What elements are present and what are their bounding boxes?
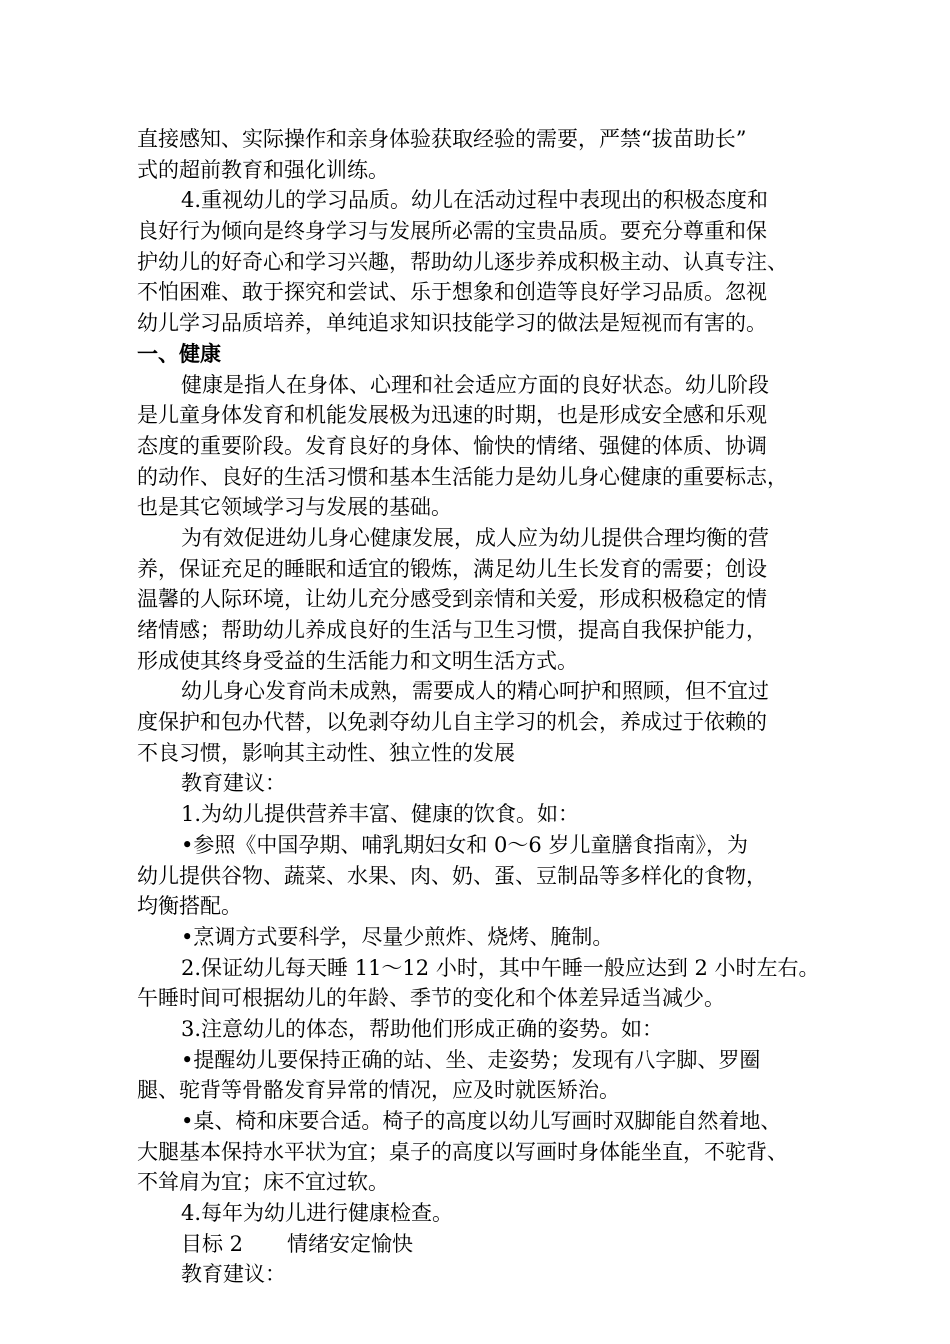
bullet-item: •参照《中国孕期、哺乳期妇女和 0～6 岁儿童膳食指南》，为 — [181, 832, 748, 857]
text-line: 4.重视幼儿的学习品质。幼儿在活动过程中表现出的积极态度和 — [181, 188, 769, 213]
subheading-education-advice: 教育建议： — [181, 1262, 286, 1287]
goal-line — [137, 1229, 827, 1260]
text-line: 大腿基本保持水平状为宜；桌子的高度以写画时身体能坐直，不驼背、 — [137, 1139, 788, 1164]
text-line: 良好行为倾向是终身学习与发展所必需的宝贵品质。要充分尊重和保 — [137, 219, 767, 244]
text-line: 式的超前教育和强化训练。 — [137, 157, 389, 182]
text-line: 健康是指人在身体、心理和社会适应方面的良好状态。幼儿阶段 — [181, 372, 769, 397]
list-item: 3.注意幼儿的体态，帮助他们形成正确的姿势。如： — [181, 1016, 664, 1041]
list-item: 1.为幼儿提供营养丰富、健康的饮食。如： — [181, 802, 580, 827]
text-line: 绪情感；帮助幼儿养成良好的生活与卫生习惯，提高自我保护能力， — [137, 618, 767, 642]
text-line: 均衡搭配。 — [137, 894, 242, 919]
text-line: 养，保证充足的睡眠和适宜的锻炼，满足幼儿生长发育的需要；创设 — [137, 556, 767, 581]
text-line: 直接感知、实际操作和亲身体验获取经验的需要，严禁“拔苗助长” — [137, 127, 747, 151]
text-line: 是儿童身体发育和机能发展极为迅速的时期，也是形成安全感和乐观 — [137, 403, 767, 428]
subheading-education-advice: 教育建议： — [181, 771, 286, 796]
goal-label: 目标 2 — [181, 1231, 244, 1256]
text-line: 不怕困难、敢于探究和尝试、乐于想象和创造等良好学习品质。忽视 — [137, 280, 767, 305]
text-line: 温馨的人际环境，让幼儿充分感受到亲情和关爱，形成积极稳定的情 — [137, 587, 767, 612]
text-line: 幼儿学习品质培养，单纯追求知识技能学习的做法是短视而有害的。 — [137, 311, 767, 336]
list-item: 2.保证幼儿每天睡 11～12 小时，其中午睡一般应达到 2 小时左右。 — [181, 955, 820, 980]
list-item: 4.每年为幼儿进行健康检查。 — [181, 1201, 454, 1226]
goal-title: 情绪安定愉快 — [287, 1231, 414, 1256]
text-line: 为有效促进幼儿身心健康发展，成人应为幼儿提供合理均衡的营 — [181, 525, 769, 550]
text-line: 护幼儿的好奇心和学习兴趣，帮助幼儿逐步养成积极主动、认真专注、 — [137, 249, 788, 274]
text-line: 形成使其终身受益的生活能力和文明生活方式。 — [137, 648, 578, 673]
text-line: 午睡时间可根据幼儿的年龄、季节的变化和个体差异适当减少。 — [137, 986, 725, 1011]
text-line: 的动作、良好的生活习惯和基本生活能力是幼儿身心健康的重要标志， — [137, 464, 788, 489]
bullet-item: •提醒幼儿要保持正确的站、坐、走姿势；发现有八字脚、罗圈 — [181, 1047, 761, 1072]
bullet-item: •烹调方式要科学，尽量少煎炸、烧烤、腌制。 — [181, 924, 614, 949]
text-line: 腿、驼背等骨骼发育异常的情况，应及时就医矫治。 — [137, 1078, 620, 1103]
text-line: 幼儿身心发育尚未成熟，需要成人的精心呵护和照顾，但不宜过 — [181, 679, 769, 704]
bullet-item: •桌、椅和床要合适。椅子的高度以幼儿写画时双脚能自然着地、 — [181, 1109, 782, 1133]
document-body — [137, 124, 827, 1290]
text-line: 度保护和包办代替，以免剥夺幼儿自主学习的机会，养成过于依赖的 — [137, 710, 767, 735]
text-line: 态度的重要阶段。发育良好的身体、愉快的情绪、强健的体质、协调 — [137, 433, 767, 458]
text-line: 幼儿提供谷物、蔬菜、水果、肉、奶、蛋、豆制品等多样化的食物， — [137, 863, 767, 888]
text-line: 不良习惯，影响其主动性、独立性的发展 — [137, 740, 515, 765]
section-heading: 一、健康 — [137, 341, 221, 366]
text-line: 不耸肩为宜；床不宜过软。 — [137, 1170, 389, 1195]
text-line: 也是其它领域学习与发展的基础。 — [137, 495, 452, 520]
